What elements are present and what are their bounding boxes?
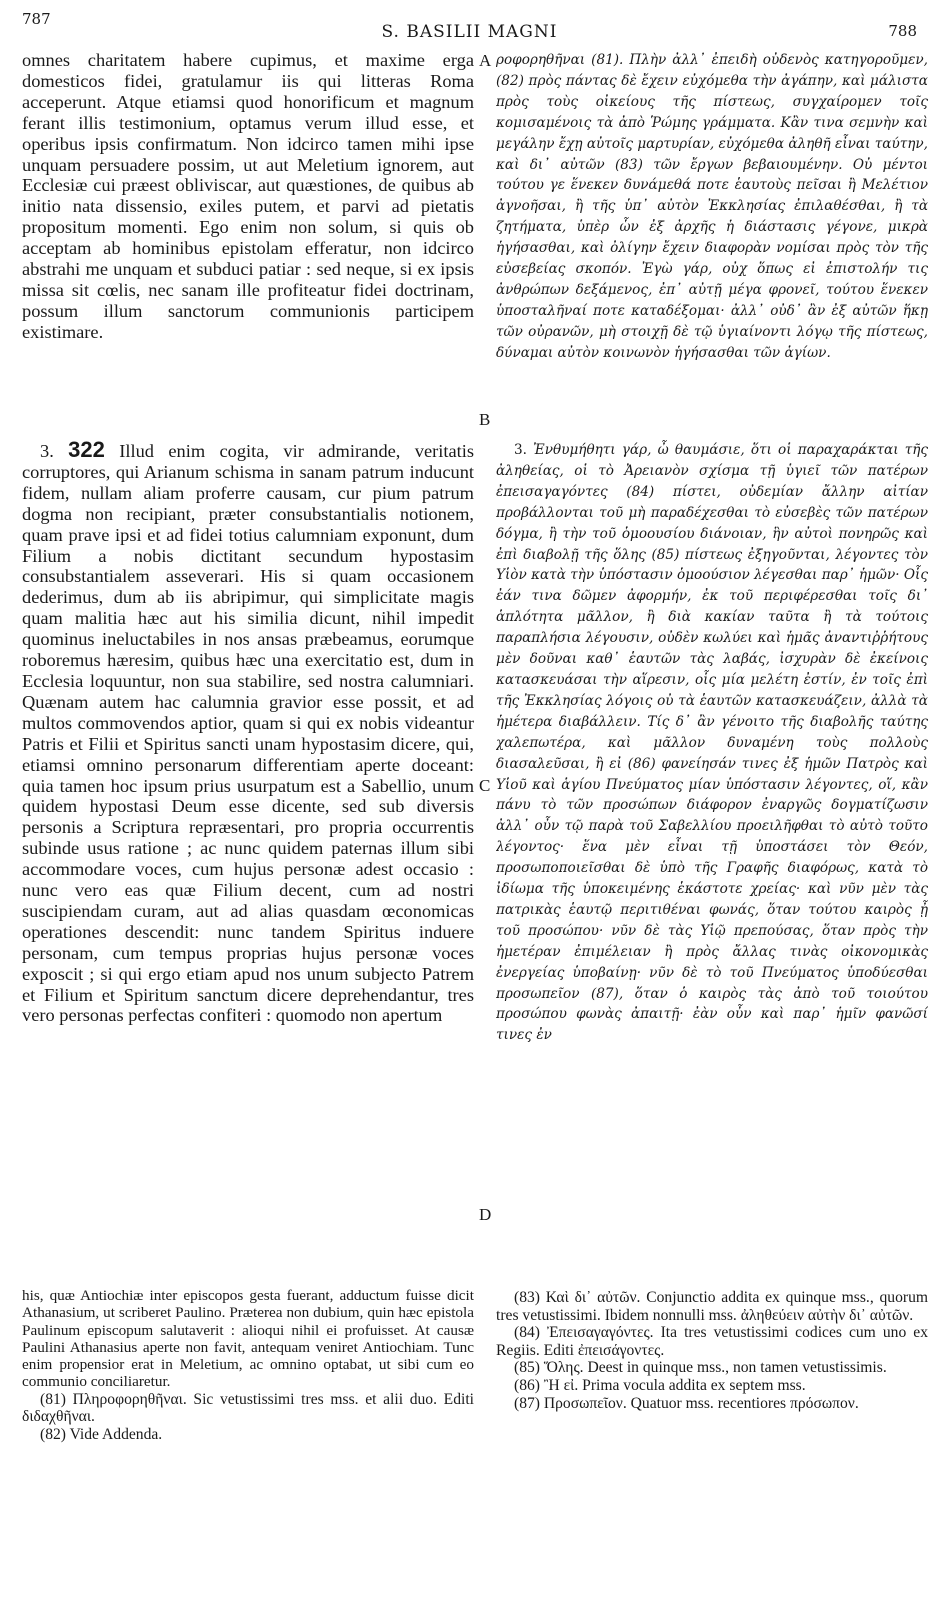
footnote-82: (82) Vide Addenda. — [40, 1425, 163, 1443]
footnote-84: (84) Ἐπεισαγαγόντες. Ita tres vetustissimi codices cum uno ex Regiis. Editi ἐπεισάγοντες. — [496, 1324, 928, 1359]
margin-marker-b: B — [479, 410, 491, 429]
page-number-right: 788 — [888, 22, 917, 40]
footnotes-right — [496, 1289, 928, 1412]
greek-section-number: 3. — [514, 442, 527, 458]
footnote-85: (85) Ὅλης. Deest in quinque mss., non tamen vetustissimis. — [514, 1359, 887, 1377]
latin-big-numeral: 322 — [68, 440, 105, 462]
latin-section-number: 3. — [40, 441, 54, 461]
margin-marker-d: D — [479, 1205, 492, 1224]
greek-section-text: Ἐνθυμήθητι γάρ, ὦ θαυμάσιε, ὅτι οἱ παραχαράκται τῆς ἀληθείας, οἱ τὸ Ἀρειανὸν σχίσμα τῇ ὑγιεῖ τῶν πατέρων ἐπεισαγαγόντες (84) πίστει, οὐδεμίαν ἄλλην αἰτίαν προβάλλονται τοῦ μὴ παραδέχεσθαι τὸ εὐσεβὲς τῶν πατέρων δόγμα, ἢ τὴν τοῦ ὁμοουσίου διάνοιαν, ἣν αὐτοὶ πονηρῶς καὶ ἐπὶ διαβολῇ τῆς ὅλης (85) πίστεως ἐξηγοῦνται, λέγοντες τὸν Υἱὸν κατὰ τὴν ὑπόστασιν ὁμοούσιον λέγεσθαι παρ᾽ ἡμῶν· Οἷς ἐάν τινα δῶμεν ἀφορμήν, ἐκ τοῦ περιφέρεσθαι τοῖς δι᾽ ἁπλότητα μᾶλλον, ἢ διὰ κακίαν ταῦτα ἢ τὰ τούτοις παραπλήσια λέγουσιν, οὐδὲν κωλύει καὶ ἡμᾶς ἀναντιῤῥήτους μὲν δοῦναι καθ᾽ ἑαυτῶν τὰς λαβάς, ἰσχυρὰν δὲ ἐκείνοις κατασκευάσαι τὴν αἵρεσιν, οἷς μία μελέτη ἐστίν, ἐν τοῖς ἐπὶ τῆς Ἐκκλησίας λόγοις οὐ τὰ ἑαυτῶν κατασκευάζειν, ἀλλὰ τὰ ἡμέτερα διαβάλλειν. Τίς δ᾽ ἂν γένοιτο τῆς διαβολῆς ταύτης χαλεπωτέρα, καὶ μᾶλλον δυναμένη τοὺς πολλοὺς διασαλεῦσαι, ἢ εἰ (86) φανείησάν τινες ἐξ ἡμῶν Πατρὸς καὶ Υἱοῦ καὶ ἁγίου Πνεύματος μίαν ὑπόστασιν λέγοντες, οἵ, κἂν πάνυ τὸ τῶν προσώπων διάφορον ἐναργῶς δογματίζωσιν ἀλλ᾽ οὖν τῷ παρὰ τοῦ Σαβελλίου προειλῆφθαι τὸ αὐτὸ τοῦτο λέγοντος· ἕνα μὲν εἶναι τῇ ὑποστάσει τὸν Θεόν, προσωποποιεῖσθαι δὲ ὑπὸ τῆς Γραφῆς διαφόρως, κατὰ τὸ ἰδίωμα τῆς ὑποκειμένης ἑκάστοτε χρείας· καὶ νῦν μὲν τὰς πατρικὰς ἑαυτῷ περιτιθέναι φωνάς, ὅταν τούτου καιρὸς ᾖ τοῦ προσώπου· νῦν δὲ τὰς Υἱῷ πρεπούσας, ὅταν πρὸς τὴν ἡμετέραν ἐπιμέλειαν ἢ πρὸς ἄλλας τινὰς οἰκονομικὰς ἐνεργείας ὑποβαίνῃ· νῦν δὲ τὸ τοῦ Πνεύματος ὑποδύεσθαι προσωπεῖον (87), ὅταν ὁ καιρὸς τὰς ἀπὸ τοῦ τοιούτου προσώπου φωνὰς ἀπαιτῇ· ἐὰν οὖν καὶ παρ᾽ ἡμῖν φανῶσί τινες ἐν — [496, 442, 928, 1044]
running-header — [22, 10, 917, 40]
footnote-83: (83) Καὶ δι᾽ αὐτῶν. Conjunctio addita ex quinque mss., quorum tres vetustissimi. Ibidem nonnulli mss. ἀληθεύειν αὐτὴν δι᾽ αὐτῶν. — [496, 1289, 928, 1324]
footnotes-left — [22, 1287, 474, 1444]
footnote-86: (86) Ἢ εἰ. Prima vocula addita ex septem mss. — [514, 1376, 806, 1394]
margin-marker-c: C — [479, 776, 491, 795]
greek-paragraph-1: ροφορηθῆναι (81). Πλὴν ἀλλ᾽ ἐπειδὴ οὐδενὸς κατηγοροῦμεν, (82) πρὸς πάντας δὲ ἔχειν εὐχόμεθα τὴν ἀγάπην, καὶ μάλιστα πρὸς τοὺς οἰκείους τῆς πίστεως, συγχαίρομεν τοῖς κομισαμένοις τὰ ἀπὸ Ῥώμης γράμματα. Κἂν τινα σεμνὴν καὶ μεγάλην ἔχῃ αὐτοῖς μαρτυρίαν, εὐχόμεθα ἀληθῆ εἶναι ταύτην, καὶ δι᾽ αὐτῶν (83) τῶν ἔργων βεβαιουμένην. Οὐ μέντοι τούτου γε ἕνεκεν δυνάμεθά ποτε ἑαυτοὺς πεῖσαι ἢ Μελέτιον ἀγνοῆσαι, ἢ τῆς ὑπ᾽ αὐτὸν Ἐκκλησίας ἐπιλαθέσθαι, ἢ τὰ ζητήματα, ὑπὲρ ὧν ἐξ ἀρχῆς ἡ διάστασις γέγονε, μικρὰ ἡγήσασθαι, καὶ ὀλίγην ἔχειν διαφορὰν νομίσαι πρὸς τὸν τῆς εὐσεβείας σκοπόν. Ἐγὼ γάρ, οὐχ ὅπως εἰ ἐπιστολήν τις ἀνθρώπων δεξάμενος, ἐπ᾽ αὐτῇ μέγα φρονεῖ, τούτου ἕνεκεν ὑποσταλῆναί ποτε καταδέξομαι· ἀλλ᾽ οὐδ᾽ ἂν ἐξ αὐτῶν ἥκῃ τῶν οὐρανῶν, μὴ στοιχῇ δὲ τῷ ὑγιαίνοντι λόγῳ τῆς πίστεως, δύναμαι αὐτὸν κοινωνὸν ἡγήσασθαι τῶν ἁγίων. — [496, 52, 928, 361]
page-number-left: 787 — [22, 10, 51, 28]
running-title: S. BASILII MAGNI — [381, 22, 558, 42]
margin-marker-a: A — [479, 51, 492, 70]
latin-paragraph-2 — [22, 440, 474, 1265]
footnote-81: (81) Πληροφορηθῆναι. Sic vetustissimi tres mss. et alii duo. Editi διδαχθῆναι. — [22, 1390, 474, 1426]
latin-paragraph-1: omnes charitatem habere cupimus, et maxime erga domesticos fidei, gratulamur iis qui litteras Roma acceperunt. Atque etiamsi quod honorificum et magnum ferant illis testimonium, optamus verum illud esse, et operibus ipsis confirmatum. Non idcirco tamen mihi ipse unquam persuadere possim, ut aut Meletium ignorem, aut Ecclesiæ cui præest obliviscar, aut quæstiones, de quibus ab initio nata dissensio, exiles putem, et parvi ad pietatis propositum momenti. Ego enim non solum, si quis ob acceptam ab hominibus epistolam efferatur, non idcirco abstrahi me unquam et subduci patiar : sed neque, si ex ipsis missa sit cœlis, nec sanam ille profiteatur fidei doctrinam, possum illum sanctorum communionis participem existimare. — [22, 50, 474, 342]
footnote-87: (87) Προσωπεῖον. Quatuor mss. recentiores πρόσωπον. — [514, 1394, 859, 1412]
footnote-intro: his, quæ Antiochiæ inter episcopos gesta fuerant, adductum fuisse dicit Athanasium, ut scriberet Paulino. Præterea non dubium, quin hæc epistola Paulinum episcopum salutaverit : alioqui nihil ei profuisset. At causæ Paulini Athanasius aperte non favit, antequam veniret Antiochiam. Tunc enim propensior erat in Meletium, ac omnino optabat, ut sibi cum eo communio conciliaretur. — [22, 1287, 474, 1391]
greek-paragraph-2 — [496, 440, 928, 1265]
latin-section-text: Illud enim cogita, vir admirande, veritatis corruptores, qui Arianum schisma in sanam patrum inducunt fidem, nullam aliam proferre causam, cur pium patrum dogma non recipiant, præter consubstantialis notionem, quam prave ipsi et ad fidei totius calumniam exponunt, dum Filium a nobis dictitant secundum hypostasim consubstantialem asseverari. His si quam occasionem dederimus, dum ab iis abripimur, qui simplicitate magis quam malitia hæc aut his similia dicunt, nihil impedit quominus ineluctabiles in nos ansas præbeamus, eorumque roboremus hæresim, quibus hæc una exercitatio est, dum in Ecclesia loquuntur, non sua stabilire, sed nostra calumniari. Quænam autem hac calumnia gravior esse possit, et ad multos commovendos aptior, quam si qui ex nobis videantur Patris et Filii et Spiritus sancti unam hypostasim dicere, qui, etiamsi omnino personarum differentiam aperte doceant: quia tamen hoc ipsum prius usurpatum est a Sabellio, unum quidem hypostasi Deum esse dicente, sed sub diversis personis a Scriptura repræsentari, pro propria occurrentis subinde usus ratione ; ac nunc quidem paternas illum sibi accommodare voces, cum hujus personæ adest occasio : nunc vero eas quæ Filium decent, cum ad nostri suscipiendam curam, aut ad alias quasdam œconomicas operationes descendit: nunc tandem Spiritus induere personam, cum tempus proprias hujus personæ voces exposcit ; si qui ergo etiam apud nos unum subjecto Patrem et Filium et Spiritum sanctum dicere deprehendantur, tres vero personas perfectas confiteri : quomodo non apertum — [22, 441, 474, 1026]
